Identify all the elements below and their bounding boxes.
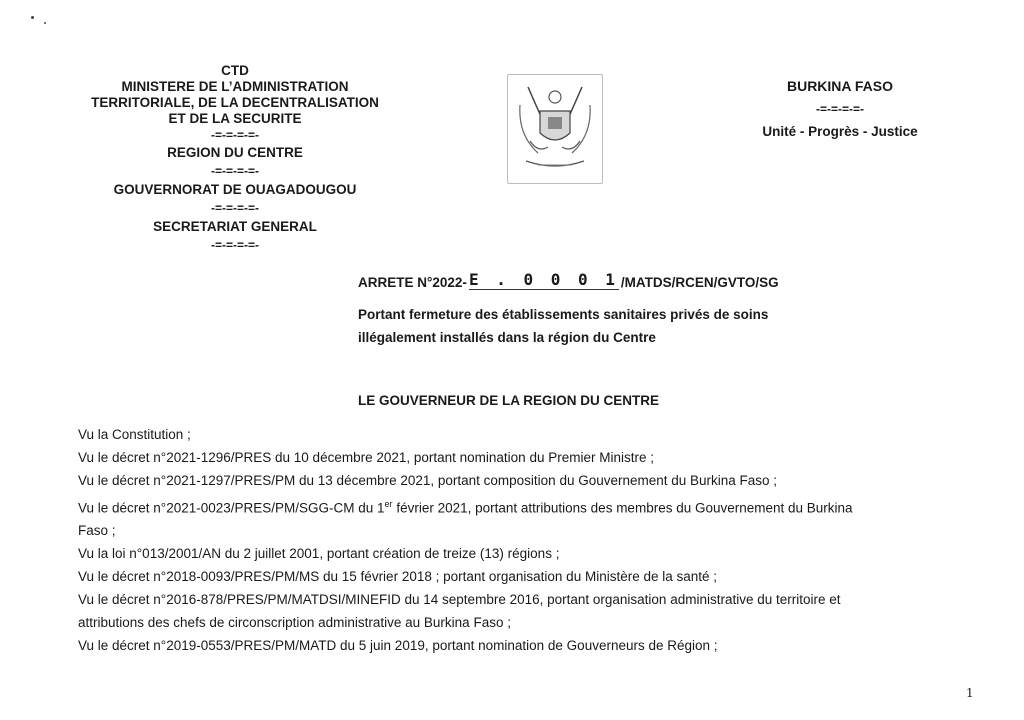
governor-title: LE GOUVERNEUR DE LA REGION DU CENTRE [358,393,660,408]
header-right [740,78,940,140]
ministry-line-1: MINISTERE DE L’ADMINISTRATION [121,79,349,94]
header-left [70,63,400,252]
separator: -=-=-=-=- [210,128,259,142]
separator: -=-=-=-=- [210,164,259,178]
visas-list [78,424,938,658]
visa-item: Vu la Constitution ; [78,427,191,442]
visa-text: février 2021, portant attributions des membres du Gouvernement du Burkina [392,500,853,516]
scan-speck [44,22,46,24]
visa-item: attributions des chefs de circonscription administrative au Burkina Faso ; [78,614,511,630]
scan-speck [31,16,34,19]
visa-item: Vu le décret n°2016-878/PRES/PM/MATDSI/MINEFID du 14 septembre 2016, portant organisation administrative du territoire et [78,591,841,607]
country-name: BURKINA FASO [786,78,894,94]
visa-item: Vu la loi n°013/2001/AN du 2 juillet 2001, portant création de treize (13) régions ; [78,546,560,562]
visa-item: Vu le décret n°2021-1296/PRES du 10 décembre 2021, portant nomination du Premier Ministre ; [78,449,654,465]
region-label: REGION DU CENTRE [167,145,303,160]
arrete-number-line [358,272,779,292]
ctd-label: CTD [221,63,249,78]
secretariat-label: SECRETARIAT GENERAL [153,219,317,234]
ministry-line-2: TERRITORIALE, DE LA DECENTRALISATION [91,95,379,110]
visa-item: Faso ; [78,523,116,539]
arrete-suffix: /MATDS/RCEN/GVTO/SG [620,275,779,290]
objet-line-1: Portant fermeture des établissements sanitaires privés de soins [358,307,769,322]
visa-item: Vu le décret n°2018-0093/PRES/PM/MS du 15 février 2018 ; portant organisation du Ministère de la santé ; [78,568,718,584]
separator: -=-=-=-=- [210,238,259,252]
separator: -=-=-=-=- [210,201,259,215]
visa-item [78,493,938,520]
arrete-prefix: ARRETE N°2022- [358,275,467,290]
separator: -=-=-=-=- [815,102,864,116]
visa-item: Vu le décret n°2019-0553/PRES/PM/MATD du 5 juin 2019, portant nomination de Gouverneurs de Région ; [78,637,718,653]
visa-item: Vu le décret n°2021-1297/PRES/PM du 13 décembre 2021, portant composition du Gouvernement du Burkina Faso ; [78,472,778,488]
ministry-line-3: ET DE LA SECURITE [168,111,302,126]
objet-line-2: illégalement installés dans la région du Centre [358,330,656,345]
arrete-object [358,303,768,349]
gouvernorat-label: GOUVERNORAT DE OUAGADOUGOU [113,182,357,197]
arrete-number: E . 0 0 0 1 [468,270,619,289]
national-motto: Unité - Progrès - Justice [762,124,918,139]
visa-text: Vu le décret n°2021-0023/PRES/PM/SGG-CM du 1 [78,500,385,516]
page-number: 1 [966,686,974,700]
coat-of-arms-icon [507,74,603,184]
ordinal-superscript: er [384,498,393,509]
